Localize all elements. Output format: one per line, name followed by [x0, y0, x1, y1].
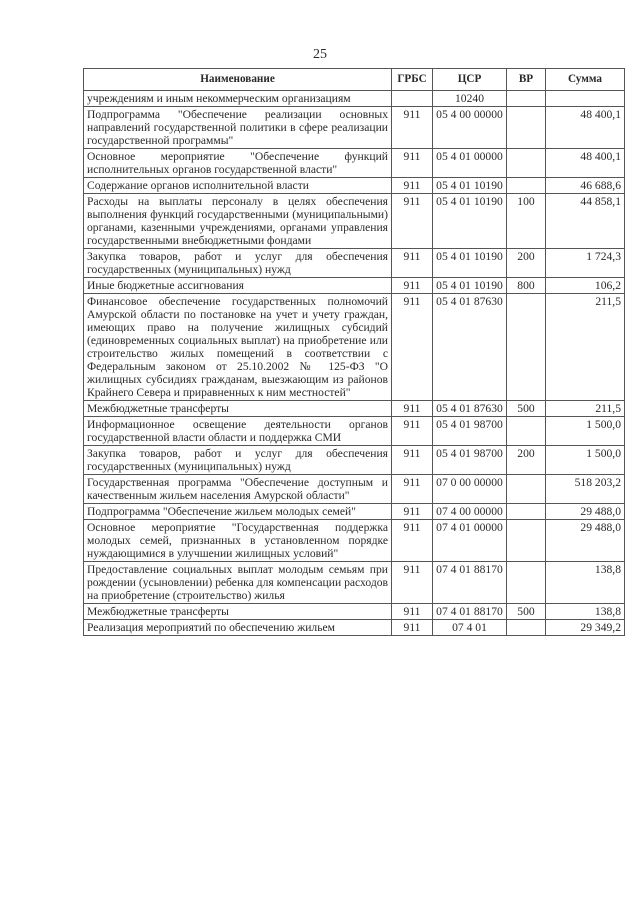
- cell-name: Иные бюджетные ассигнования: [84, 278, 392, 294]
- table-row: [84, 149, 625, 178]
- cell-csr: 05 4 01 10190: [433, 194, 507, 249]
- cell-name: Межбюджетные трансферты: [84, 604, 392, 620]
- cell-vr: [507, 562, 546, 604]
- table-row: [84, 475, 625, 504]
- cell-sum: [546, 91, 625, 107]
- cell-grbs: 911: [392, 149, 433, 178]
- header-sum: Сумма: [546, 69, 625, 91]
- cell-csr: 05 4 01 10190: [433, 178, 507, 194]
- cell-vr: [507, 475, 546, 504]
- table-row: [84, 178, 625, 194]
- cell-name: Основное мероприятие "Государственная поддержка молодых семей, признанных в установленном порядке нуждающимися в улучшении жилищных условий": [84, 520, 392, 562]
- cell-vr: [507, 107, 546, 149]
- cell-name: Содержание органов исполнительной власти: [84, 178, 392, 194]
- table-row: [84, 562, 625, 604]
- cell-csr: 07 4 01 00000: [433, 520, 507, 562]
- table-row: [84, 294, 625, 401]
- table-row: [84, 107, 625, 149]
- cell-name: учреждениям и иным некоммерческим организациям: [84, 91, 392, 107]
- cell-csr: 05 4 01 10190: [433, 249, 507, 278]
- cell-grbs: 911: [392, 401, 433, 417]
- cell-vr: 800: [507, 278, 546, 294]
- cell-vr: [507, 520, 546, 562]
- cell-sum: 46 688,6: [546, 178, 625, 194]
- cell-name: Подпрограмма "Обеспечение реализации основных направлений государственной политики в сфере реализации государственной программы": [84, 107, 392, 149]
- table-row: [84, 249, 625, 278]
- cell-vr: 100: [507, 194, 546, 249]
- cell-grbs: 911: [392, 520, 433, 562]
- cell-vr: [507, 178, 546, 194]
- cell-vr: [507, 149, 546, 178]
- cell-grbs: 911: [392, 194, 433, 249]
- cell-name: Межбюджетные трансферты: [84, 401, 392, 417]
- cell-name: Расходы на выплаты персоналу в целях обеспечения выполнения функций государственными (муниципальными) органами, казенными учреждениями, органами управления государственными внебюджетными фондами: [84, 194, 392, 249]
- table-row: [84, 278, 625, 294]
- table-row: [84, 401, 625, 417]
- cell-csr: 05 4 01 98700: [433, 446, 507, 475]
- cell-grbs: 911: [392, 249, 433, 278]
- cell-grbs: 911: [392, 178, 433, 194]
- budget-table: [83, 68, 625, 636]
- cell-vr: 200: [507, 446, 546, 475]
- cell-vr: [507, 504, 546, 520]
- table-row: [84, 504, 625, 520]
- page-number: 25: [313, 47, 327, 62]
- cell-grbs: 911: [392, 562, 433, 604]
- cell-csr: 10240: [433, 91, 507, 107]
- cell-sum: 48 400,1: [546, 149, 625, 178]
- cell-grbs: 911: [392, 475, 433, 504]
- cell-sum: 29 488,0: [546, 504, 625, 520]
- cell-vr: 200: [507, 249, 546, 278]
- cell-vr: [507, 620, 546, 636]
- cell-csr: 05 4 01 87630: [433, 401, 507, 417]
- cell-name: Государственная программа "Обеспечение доступным и качественным жильем населения Амурской области": [84, 475, 392, 504]
- cell-csr: 07 0 00 00000: [433, 475, 507, 504]
- cell-sum: 211,5: [546, 401, 625, 417]
- header-name: Наименование: [84, 69, 392, 91]
- cell-vr: [507, 294, 546, 401]
- cell-sum: 29 488,0: [546, 520, 625, 562]
- cell-name: Закупка товаров, работ и услуг для обеспечения государственных (муниципальных) нужд: [84, 446, 392, 475]
- cell-csr: 05 4 01 00000: [433, 149, 507, 178]
- cell-sum: 211,5: [546, 294, 625, 401]
- cell-grbs: 911: [392, 417, 433, 446]
- table-row: [84, 620, 625, 636]
- cell-sum: 1 500,0: [546, 417, 625, 446]
- cell-sum: 29 349,2: [546, 620, 625, 636]
- cell-csr: 07 4 00 00000: [433, 504, 507, 520]
- cell-name: Закупка товаров, работ и услуг для обеспечения государственных (муниципальных) нужд: [84, 249, 392, 278]
- header-grbs: ГРБС: [392, 69, 433, 91]
- table-row: [84, 446, 625, 475]
- cell-grbs: [392, 91, 433, 107]
- cell-name: Реализация мероприятий по обеспечению жильем: [84, 620, 392, 636]
- cell-sum: 138,8: [546, 562, 625, 604]
- cell-name: Подпрограмма "Обеспечение жильем молодых семей": [84, 504, 392, 520]
- table-row: [84, 194, 625, 249]
- cell-vr: [507, 417, 546, 446]
- cell-sum: 1 500,0: [546, 446, 625, 475]
- header-vr: ВР: [507, 69, 546, 91]
- cell-sum: 48 400,1: [546, 107, 625, 149]
- header-csr: ЦСР: [433, 69, 507, 91]
- cell-csr: 07 4 01: [433, 620, 507, 636]
- cell-grbs: 911: [392, 446, 433, 475]
- cell-csr: 05 4 01 10190: [433, 278, 507, 294]
- cell-name: Информационное освещение деятельности органов государственной власти области и поддержка СМИ: [84, 417, 392, 446]
- cell-vr: [507, 91, 546, 107]
- cell-csr: 05 4 00 00000: [433, 107, 507, 149]
- cell-csr: 05 4 01 87630: [433, 294, 507, 401]
- cell-vr: 500: [507, 604, 546, 620]
- cell-csr: 07 4 01 88170: [433, 562, 507, 604]
- cell-grbs: 911: [392, 620, 433, 636]
- cell-grbs: 911: [392, 294, 433, 401]
- cell-csr: 05 4 01 98700: [433, 417, 507, 446]
- cell-sum: 1 724,3: [546, 249, 625, 278]
- cell-grbs: 911: [392, 107, 433, 149]
- cell-sum: 518 203,2: [546, 475, 625, 504]
- cell-sum: 138,8: [546, 604, 625, 620]
- table-header-row: [84, 69, 625, 91]
- cell-grbs: 911: [392, 604, 433, 620]
- cell-sum: 44 858,1: [546, 194, 625, 249]
- cell-name: Предоставление социальных выплат молодым семьям при рождении (усыновлении) ребенка для компенсации расходов на приобретение (строительство) жилья: [84, 562, 392, 604]
- cell-vr: 500: [507, 401, 546, 417]
- table-row: [84, 91, 625, 107]
- cell-csr: 07 4 01 88170: [433, 604, 507, 620]
- cell-name: Финансовое обеспечение государственных полномочий Амурской области по постановке на учет и учету граждан, имеющих право на получение жилищных субсидий (единовременных социальных выплат) на приобретение или строительство жилых помещений в соответствии с Федеральным законом от 25.10.2002 № 125-ФЗ "О жилищных субсидиях гражданам, выезжающим из районов Крайнего Севера и приравненных к ним местностей": [84, 294, 392, 401]
- table-row: [84, 417, 625, 446]
- cell-name: Основное мероприятие "Обеспечение функций исполнительных органов государственной власти": [84, 149, 392, 178]
- cell-grbs: 911: [392, 278, 433, 294]
- cell-sum: 106,2: [546, 278, 625, 294]
- table-row: [84, 604, 625, 620]
- cell-grbs: 911: [392, 504, 433, 520]
- table-row: [84, 520, 625, 562]
- table-body: [84, 91, 625, 636]
